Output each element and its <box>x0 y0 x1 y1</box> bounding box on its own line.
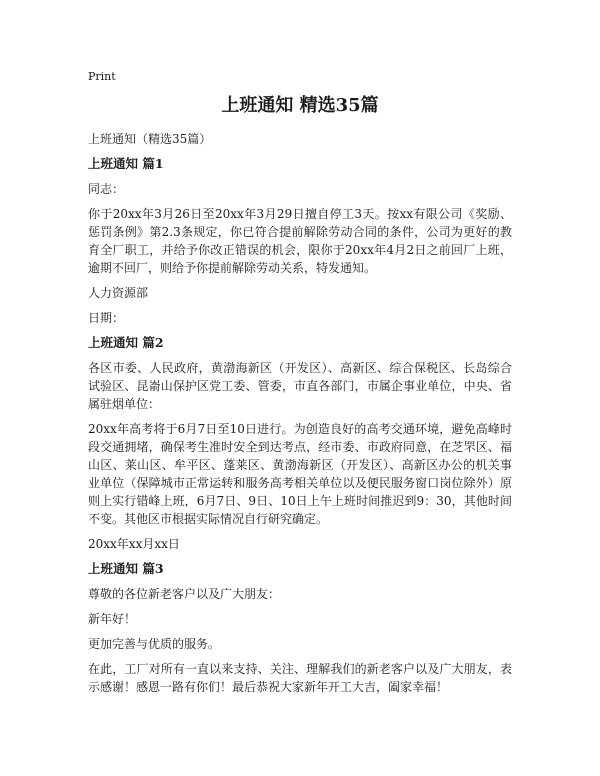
section-heading-3: 上班通知 篇3 <box>88 561 164 576</box>
section-1-paragraph: 同志： <box>88 182 125 196</box>
document-subtitle: 上班通知（精选35篇） <box>88 132 212 146</box>
section-1-paragraph: 日期： <box>88 311 125 325</box>
section-2-paragraph: 20xx年xx月xx日 <box>88 537 180 551</box>
section-3-paragraph: 在此，工厂对所有一直以来支持、关注、理解我们的新老客户以及广大朋友，表示感谢！感恩一路有你们！最后恭祝大家新年开工大吉，阖家幸福！ <box>88 662 512 694</box>
section-1-paragraph: 你于20xx年3月26日至20xx年3月29日擅自停工3天。按xx有限公司《奖励、惩罚条例》第2.3条规定，你已符合提前解除劳动合同的条件，公司为更好的教育全厂职工，并给予你改正错误的机会，限你于20xx年4月2日之前回厂上班，逾期不回厂，则给予你提前解除劳动关系，特发通知。 <box>88 207 512 275</box>
section-heading-2: 上班通知 篇2 <box>88 335 164 350</box>
print-label: Print <box>88 70 116 83</box>
document-title: 上班通知 精选35篇 <box>221 95 379 116</box>
section-3-paragraph: 新年好！ <box>88 612 137 626</box>
section-3-paragraph: 更加完善与优质的服务。 <box>88 637 221 651</box>
section-2-paragraph: 20xx年高考将于6月7日至10日进行。为创造良好的高考交通环境，避免高峰时段交通拥堵，确保考生准时安全到达考点，经市委、市政府同意，在芝罘区、福山区、莱山区、牟平区、蓬莱区、黄渤海新区（开发区）、高新区办公的机关事业单位（保障城市正常运转和服务高考相关单位以及便民服务窗口岗位除外）原则上实行错峰上班，6月7日、9日、10日上午上班时间推迟到9：30，其他时间不变。其他区市根据实际情况自行研究确定。 <box>88 422 512 526</box>
section-3-paragraph: 尊敬的各位新老客户以及广大朋友： <box>88 587 281 601</box>
section-heading-1: 上班通知 篇1 <box>88 156 164 171</box>
section-1-paragraph: 人力资源部 <box>88 286 149 300</box>
section-2-paragraph: 各区市委、人民政府，黄渤海新区（开发区）、高新区、综合保税区、长岛综合试验区、昆嵛山保护区党工委、管委，市直各部门，市属企事业单位，中央、省属驻烟单位： <box>88 361 512 411</box>
